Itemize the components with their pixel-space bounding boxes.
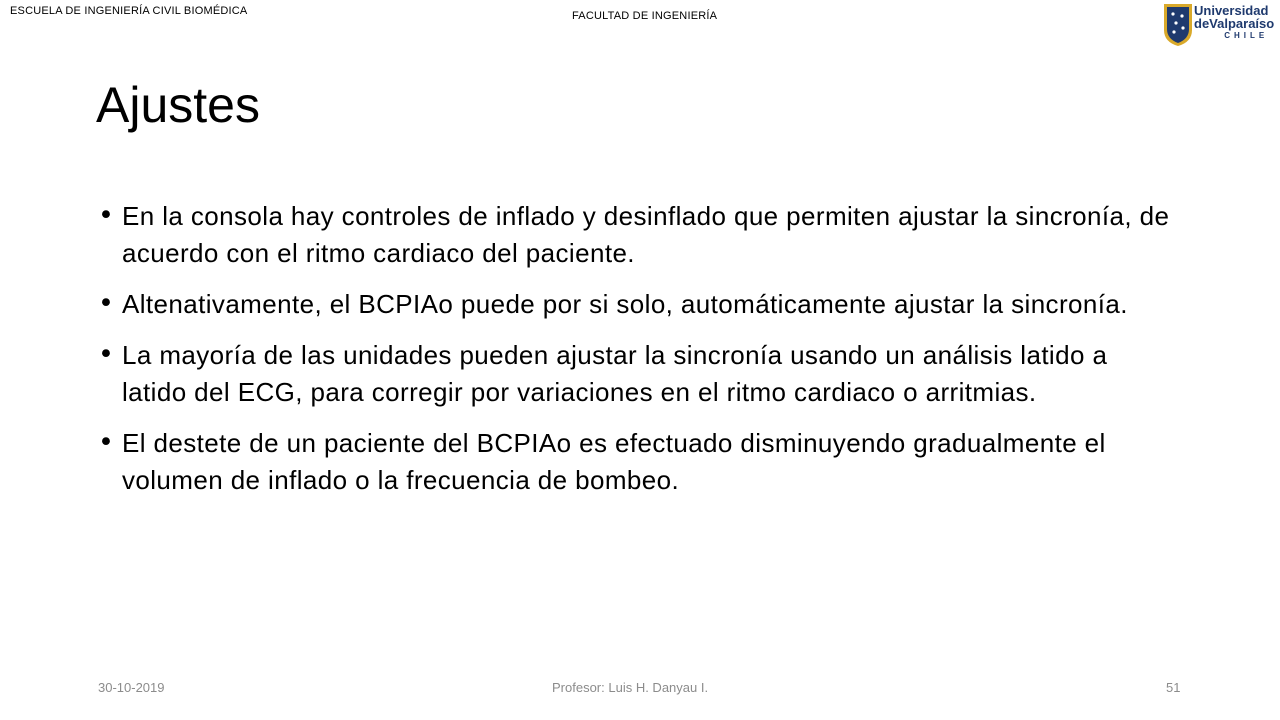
bullet-text: El destete de un paciente del BCPIAo es efectuado disminuyendo gradualmente el volumen de inflado o la frecuencia de bombeo. xyxy=(122,428,1106,495)
logo-line-universidad: Universidad xyxy=(1194,3,1269,18)
page-number: 51 xyxy=(1166,680,1181,695)
logo-line-chile: CHILE xyxy=(1224,31,1269,40)
school-header: ESCUELA DE INGENIERÍA CIVIL BIOMÉDICA xyxy=(10,5,248,17)
faculty-header: FACULTAD DE INGENIERÍA xyxy=(572,10,718,22)
slide-title: Ajustes xyxy=(96,77,260,133)
bullet-text: En la consola hay controles de inflado y desinflado que permiten ajustar la sincronía, de acuerdo con el ritmo cardiaco del paciente. xyxy=(122,201,1170,268)
bullet-text: La mayoría de las unidades pueden ajustar la sincronía usando un análisis latido a latido del ECG, para corregir por variaciones en el ritmo cardiaco o arritmias. xyxy=(122,340,1108,407)
bullet-list xyxy=(96,198,1176,513)
footer-professor: Profesor: Luis H. Danyau I. xyxy=(552,680,709,695)
logo-line-valparaiso: deValparaíso xyxy=(1194,16,1275,31)
bullet-item xyxy=(96,198,1176,272)
bullet-item xyxy=(96,337,1176,411)
shield-icon xyxy=(1162,2,1194,48)
bullet-item xyxy=(96,286,1176,323)
logo-wordmark xyxy=(1194,4,1274,42)
bullet-text: Altenativamente, el BCPIAo puede por si solo, automáticamente ajustar la sincronía. xyxy=(122,289,1128,319)
bullet-item xyxy=(96,425,1176,499)
university-logo xyxy=(1160,0,1278,50)
footer-date: 30-10-2019 xyxy=(98,680,165,695)
